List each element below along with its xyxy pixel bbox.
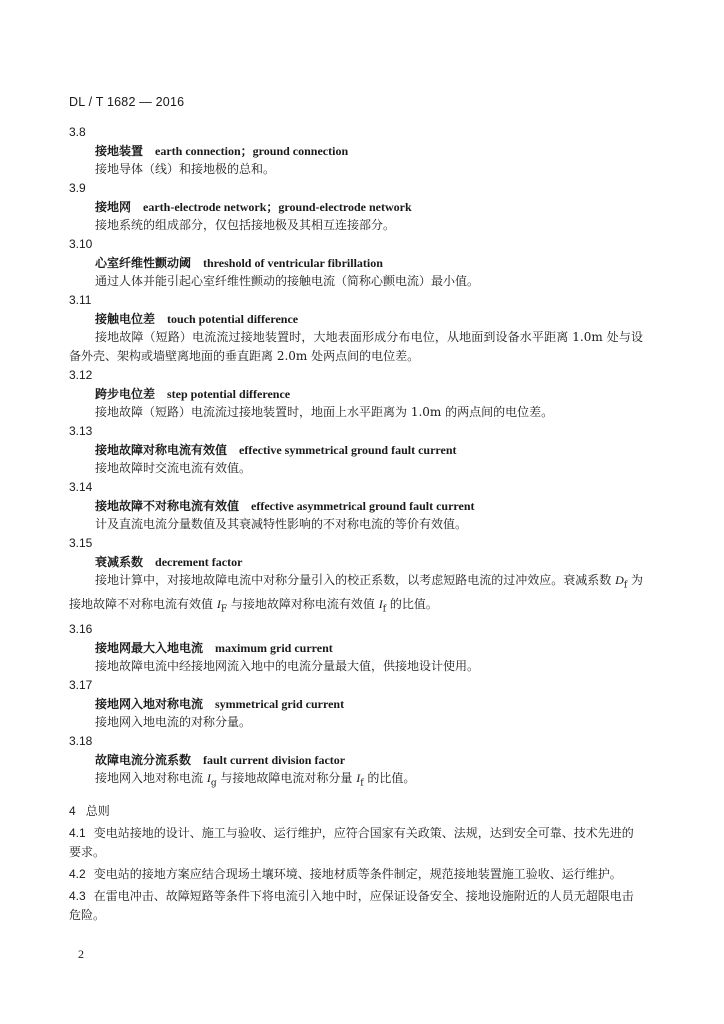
term-3-14 [69,478,643,534]
term-definition: 接地故障电流中经接地网流入地中的电流分量最大值，供接地设计使用。 [95,658,480,673]
term-3-13 [69,422,643,478]
term-number: 3.12 [69,368,93,382]
term-number: 3.9 [69,181,86,195]
clause-number: 4.1 [69,826,86,841]
term-number: 3.16 [69,621,93,636]
term-definition: 接地网入地电流的对称分量。 [95,714,252,729]
term-definition: 计及直流电流分量数值及其衰减特性影响的不对称电流的等价有效值。 [95,517,468,531]
page-number: 2 [78,947,84,961]
definition-text: 接地网入地对称电流 [95,770,207,785]
term-title-en: earth-electrode network；ground-electrode network [143,200,412,214]
clause-4-1 [69,824,643,862]
definition-text: 为接地故障不对称电流有效值 [69,573,643,612]
term-3-16 [69,620,643,676]
section-title: 总则 [85,804,110,819]
term-title-en: fault current division factor [203,752,346,767]
term-title-cn: 接地网最大入地电流 [95,640,204,655]
term-title-cn: 接地故障对称电流有效值 [95,443,228,457]
term-number: 3.10 [69,237,93,251]
term-number: 3.13 [69,424,93,438]
term-number: 3.18 [69,733,93,748]
term-title-en: touch potential difference [167,312,299,326]
term-title [69,497,643,515]
clause-text: 变电站接地的设计、施工与验收、运行维护，应符合国家有关政策、法规，达到安全可靠、技术先进的要求。 [69,826,634,860]
term-title-en: threshold of ventricular fibrillation [203,256,383,270]
term-title [69,751,643,769]
standard-code-header: DL / T 1682 — 2016 [69,95,185,109]
term-title [69,198,643,216]
term-3-17 [69,676,643,732]
symbol-symmetrical-current: I [378,597,383,612]
term-3-11 [69,291,643,366]
term-definition: 接地故障（短路）电流流过接地装置时，大地表面形成分布电位，从地面到设备水平距离 1.0m 处与设备外壳、架构或墙壁离地面的垂直距离 2.0m 处两点间的电位差。 [69,330,643,363]
symbol-asymmetrical-current: I [216,597,221,612]
term-title-cn: 衰减系数 [95,555,144,569]
term-title [69,639,643,657]
term-title-en: maximum grid current [215,640,333,655]
terms-content [69,123,643,925]
term-title-cn: 跨步电位差 [95,387,156,401]
term-title-en: decrement factor [155,555,243,569]
term-title [69,441,643,459]
term-title-en: effective asymmetrical ground fault current [251,499,475,513]
term-definition [69,769,643,793]
term-title-cn: 接地装置 [95,144,144,158]
symbol-decrement-factor: D [615,573,624,587]
symbol-fault-current: I [356,770,361,785]
term-3-15 [69,534,643,620]
section-number: 4 [69,804,76,819]
term-title [69,254,643,272]
term-title-cn: 接地网入地对称电流 [95,696,204,711]
symbol-subscript: f [382,604,387,615]
symbol-subscript: g [210,778,217,789]
term-definition: 接地导体（线）和接地极的总和。 [95,162,276,176]
symbol-subscript: f [623,580,628,591]
term-title-en: symmetrical grid current [215,696,345,711]
term-definition: 通过人体并能引起心室纤维性颤动的接触电流（简称心颤电流）最小值。 [95,274,480,288]
term-number: 3.15 [69,536,93,550]
definition-text: 与接地故障电流对称分量 [216,770,357,785]
term-title [69,310,643,328]
definition-text: 的比值。 [386,597,438,612]
term-title-en: step potential difference [167,387,291,401]
term-definition: 接地故障时交流电流有效值。 [95,461,252,475]
term-title-cn: 接触电位差 [95,312,156,326]
term-number: 3.17 [69,677,93,692]
term-title [69,695,643,713]
symbol-subscript: F [220,604,228,615]
term-number: 3.11 [69,293,92,307]
clause-text: 在雷电冲击、故障短路等条件下将电流引入地中时，应保证设备安全、接地设施附近的人员无超限电击危险。 [69,889,634,923]
term-number: 3.8 [69,125,86,139]
clause-number: 4.3 [69,889,86,904]
term-title-cn: 接地故障不对称电流有效值 [95,499,240,513]
term-3-18 [69,732,643,793]
definition-text: 与接地故障对称电流有效值 [227,597,379,612]
clause-text: 变电站的接地方案应结合现场土壤环境、接地材质等条件制定，规范接地装置施工验收、运行维护。 [93,867,622,882]
definition-text: 的比值。 [363,770,416,785]
term-title-cn: 接地网 [95,200,132,214]
term-title [69,553,643,571]
term-3-9 [69,179,643,235]
section-heading-general [69,801,643,821]
term-title [69,385,643,403]
symbol-subscript: f [360,778,364,789]
term-title-en: earth connection；ground connection [155,144,349,158]
clause-4-2 [69,865,643,884]
clause-number: 4.2 [69,867,86,882]
term-title-en: effective symmetrical ground fault current [239,443,457,457]
term-3-10 [69,235,643,291]
term-definition: 接地故障（短路）电流流过接地装置时，地面上水平距离为 1.0m 的两点间的电位差。 [95,405,554,419]
definition-text: 接地计算中，对接地故障电流中对称分量引入的校正系数，以考虑短路电流的过冲效应。衰减系数 [95,573,616,587]
term-definition [69,571,643,620]
term-title [69,142,643,160]
term-title-cn: 心室纤维性颤动阈 [95,256,192,270]
clause-4-3 [69,887,643,925]
term-3-8 [69,123,643,179]
term-definition: 接地系统的组成部分，仅包括接地极及其相互连接部分。 [95,218,396,232]
term-3-12 [69,366,643,422]
term-title-cn: 故障电流分流系数 [95,752,192,767]
symbol-grid-current: I [206,770,211,785]
term-number: 3.14 [69,480,93,494]
